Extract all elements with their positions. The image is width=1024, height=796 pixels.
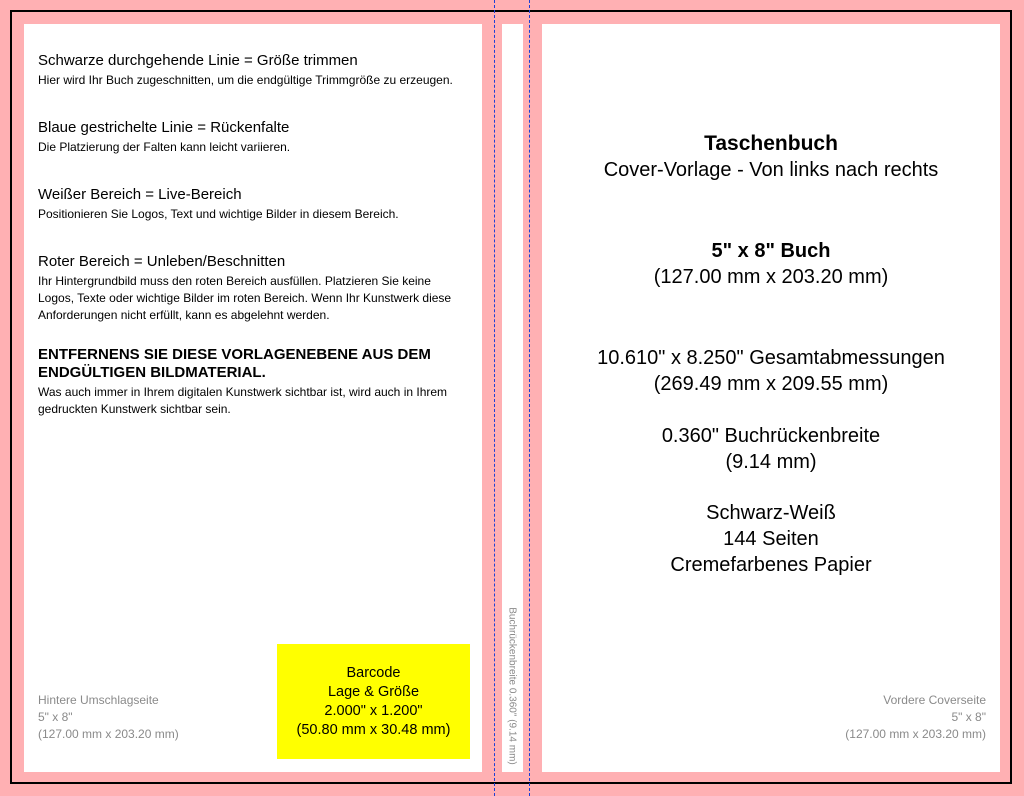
front-book-type: Taschenbuch — [704, 132, 838, 155]
front-total-dims: 10.610" x 8.250" Gesamtabmessungen — [597, 347, 945, 369]
barcode-line-3: 2.000" x 1.200" — [324, 702, 423, 719]
legend-trim-heading: Schwarze durchgehende Linie = Größe trimmen — [38, 52, 358, 69]
front-cover-title: Vordere Coverseite — [883, 693, 986, 707]
front-pages: 144 Seiten — [723, 528, 819, 550]
legend-bleed-text: Ihr Hintergrundbild muss den roten Bereich ausfüllen. Platzieren Sie keine Logos, Texte oder wichtige Bilder im roten Bereich. Wenn Ihr Kunstwerk diese Anforderungen nicht erfüllt, kann es abgelehnt werden. — [38, 274, 452, 322]
front-specs-block — [542, 500, 1000, 578]
front-book-size: 5" x 8" Buch — [711, 240, 831, 262]
spine-fold-line-right — [529, 0, 530, 796]
barcode-line-4: (50.80 mm x 30.48 mm) — [296, 721, 451, 738]
legend-fold — [38, 119, 468, 156]
legend-remove-text: Was auch immer in Ihrem digitalen Kunstwerk sichtbar ist, wird auch in Ihrem gedruckten Kunstwerk sichtbar sein. — [38, 385, 448, 416]
back-cover-size-mm: (127.00 mm x 203.20 mm) — [38, 727, 179, 741]
front-total-dims-mm: (269.49 mm x 209.55 mm) — [653, 373, 889, 395]
barcode-line-1: Barcode — [346, 664, 401, 681]
legend-live — [38, 186, 468, 223]
front-book-type-block — [542, 131, 1000, 183]
front-spine-width: 0.360" Buchrückenbreite — [661, 425, 881, 447]
legend-bleed — [38, 253, 468, 324]
front-cover-size-in: 5" x 8" — [951, 710, 986, 724]
front-spine-width-mm: (9.14 mm) — [725, 451, 817, 473]
back-cover-size-in: 5" x 8" — [38, 710, 73, 724]
legend-trim — [38, 52, 468, 89]
barcode-area — [277, 644, 470, 759]
legend-fold-heading: Blaue gestrichelte Linie = Rückenfalte — [38, 119, 290, 136]
spine-label-text: Buchrückenbreite 0.360" (9.14 mm) — [506, 607, 518, 765]
legend-live-text: Positionieren Sie Logos, Text und wichtige Bilder in diesem Bereich. — [38, 207, 399, 221]
legend-trim-text: Hier wird Ihr Buch zugeschnitten, um die endgültige Trimmgröße zu erzeugen. — [38, 73, 453, 87]
legend-fold-text: Die Platzierung der Falten kann leicht variieren. — [38, 140, 291, 154]
barcode-line-2: Lage & Größe — [327, 683, 420, 700]
spine-fold-line-left — [494, 0, 495, 796]
front-book-size-mm: (127.00 mm x 203.20 mm) — [653, 266, 889, 288]
front-template-desc: Cover-Vorlage - Von links nach rechts — [603, 159, 939, 181]
front-paper: Cremefarbenes Papier — [670, 554, 872, 576]
back-cover-title: Hintere Umschlagseite — [38, 693, 159, 707]
legend-remove-heading: ENTFERNENS SIE DIESE VORLAGENEBENE AUS DEM ENDGÜLTIGEN BILDMATERIAL. — [38, 346, 431, 381]
legend-bleed-heading: Roter Bereich = Unleben/Beschnitten — [38, 253, 286, 270]
front-total-dims-block — [542, 345, 1000, 397]
front-color: Schwarz-Weiß — [706, 502, 836, 524]
legend-remove — [38, 346, 468, 418]
front-spine-width-block — [542, 423, 1000, 475]
front-cover-size-mm: (127.00 mm x 203.20 mm) — [845, 727, 986, 741]
back-cover-label — [38, 692, 179, 743]
front-book-size-block — [542, 238, 1000, 290]
front-cover-label — [845, 692, 986, 743]
legend-live-heading: Weißer Bereich = Live-Bereich — [38, 186, 242, 203]
